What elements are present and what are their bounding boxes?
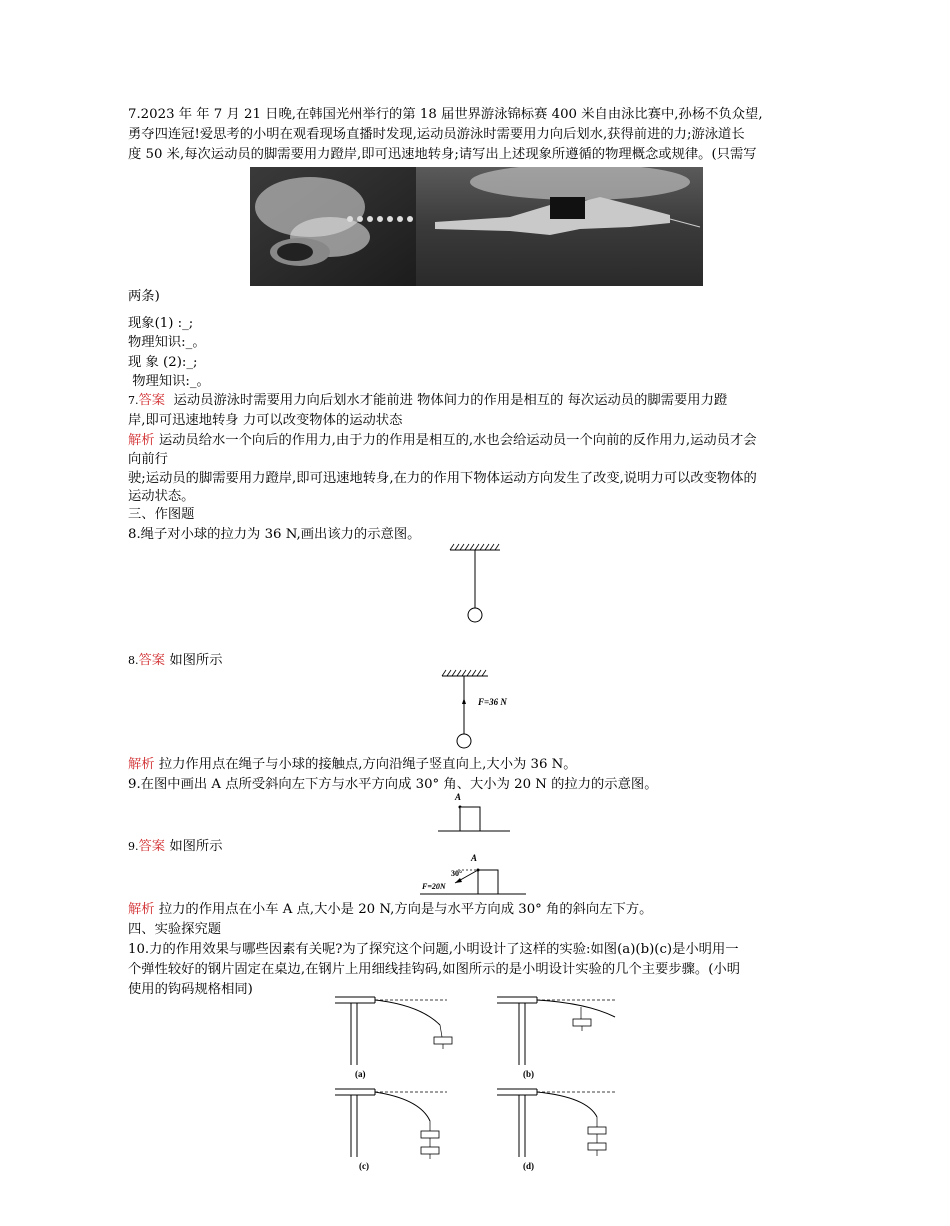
q7-blank3: 现 象 (2):_; bbox=[128, 355, 198, 370]
q7-text-line2: 勇夺四连冠!爱思考的小明在观看现场直播时发现,运动员游泳时需要用力向后划水,获得前进的力;游泳道长 bbox=[128, 127, 745, 142]
q9-question-text: 9.在图中画出 A 点所受斜向左下方与水平方向成 30° 角、大小为 20 N 的拉力的示意图。 bbox=[128, 777, 658, 792]
q8-question-text: 8.绳子对小球的拉力为 36 N,画出该力的示意图。 bbox=[128, 527, 421, 542]
q7-answer-text2: 岸,即可迅速地转身 力可以改变物体的运动状态 bbox=[128, 413, 403, 428]
q8-question bbox=[128, 525, 420, 544]
q8-answer-label: 答案 bbox=[138, 653, 166, 668]
q9-answer-diagram bbox=[420, 852, 530, 902]
q8-answer-number: 8. bbox=[128, 654, 139, 667]
swimming-photo bbox=[250, 167, 703, 286]
q10-text-line2: 个弹性较好的钢片固定在桌边,在钢片上用细线挂钩码,如图所示的是小明设计实验的几个主要步骤。(小明 bbox=[128, 962, 740, 977]
q8-answer bbox=[128, 651, 223, 670]
q9-answer-number: 9. bbox=[128, 840, 139, 853]
caption-a: (a) bbox=[355, 1069, 366, 1079]
q8-force-label: F=36 N bbox=[478, 697, 507, 707]
q9-answer-label: 答案 bbox=[138, 839, 166, 854]
q8-explanation-label: 解析 bbox=[128, 757, 155, 772]
q7-answer-label: 答案 bbox=[138, 393, 166, 408]
q7-explanation-label: 解析 bbox=[128, 433, 155, 448]
caption-d: (d) bbox=[523, 1161, 534, 1171]
q9-answer bbox=[128, 837, 223, 856]
q10-text-line1: 10.力的作用效果与哪些因素有关呢?为了探究这个问题,小明设计了这样的实验:如图(a)(b)(c)是小明用一 bbox=[128, 942, 739, 957]
q8-question-diagram bbox=[448, 544, 508, 624]
q7-blank1: 现象(1) :_; bbox=[128, 316, 194, 331]
q7-answer-number: 7. bbox=[128, 394, 139, 407]
q7-explanation-text3: 驶;运动员的脚需要用力蹬岸,即可迅速地转身,在力的作用下物体运动方向发生了改变,说明力可以改变物体的 bbox=[128, 471, 757, 486]
q8-explanation bbox=[128, 755, 577, 774]
q9-angle-label: 30° bbox=[451, 869, 463, 878]
q7-text-line4: 两条) bbox=[128, 289, 160, 304]
q9-explanation-text: 拉力的作用点在小车 A 点,大小是 20 N,方向是与水平方向成 30° 角的斜向左下方。 bbox=[154, 902, 653, 917]
q7-answer-text1: 运动员游泳时需要用力向后划水才能前进 物体间力的作用是相互的 每次运动员的脚需要用力蹬 bbox=[165, 393, 728, 408]
q7-explanation-text1: 运动员给水一个向后的作用力,由于力的作用是相互的,水也会给运动员一个向前的反作用力,运动员才会 bbox=[154, 433, 757, 448]
q9-explanation bbox=[128, 900, 652, 919]
section-4-heading: 四、实验探究题 bbox=[128, 922, 222, 937]
q7-text-line1: 7.2023 年 年 7 月 21 日晚,在韩国光州举行的第 18 届世界游泳锦标赛 400 米自由泳比赛中,孙杨不负众望, bbox=[128, 107, 763, 122]
experiment-diagram-a bbox=[335, 995, 465, 1095]
section-3-heading: 三、作图题 bbox=[128, 507, 195, 522]
q9-answer-point-label: A bbox=[471, 853, 478, 863]
q7-answer-line1 bbox=[128, 391, 727, 410]
q7-explanation-text4: 运动状态。 bbox=[128, 489, 195, 504]
q7-blank2: 物理知识:_。 bbox=[128, 335, 206, 350]
q9-question bbox=[128, 775, 658, 794]
caption-b: (b) bbox=[523, 1069, 534, 1079]
q8-explanation-text: 拉力作用点在绳子与小球的接触点,方向沿绳子竖直向上,大小为 36 N。 bbox=[154, 757, 577, 772]
q7-text-line3: 度 50 米,每次运动员的脚需要用力蹬岸,即可迅速地转身;请写出上述现象所遵循的物理概念或规律。(只需写 bbox=[128, 147, 757, 162]
experiment-diagram-d bbox=[497, 1087, 627, 1177]
q7-explanation-line1 bbox=[128, 431, 757, 450]
q7-explanation-text2: 向前行 bbox=[128, 452, 168, 467]
q10-text-line3: 使用的钩码规格相同) bbox=[128, 982, 253, 997]
q9-answer-text: 如图所示 bbox=[165, 839, 223, 854]
q7-blank4: 物理知识:_。 bbox=[128, 374, 210, 389]
caption-c: (c) bbox=[359, 1161, 369, 1171]
q9-point-label: A bbox=[455, 792, 462, 802]
q9-question-diagram bbox=[438, 792, 518, 842]
experiment-diagram-b bbox=[497, 995, 627, 1095]
q8-answer-diagram bbox=[440, 670, 540, 750]
q8-answer-text: 如图所示 bbox=[165, 653, 223, 668]
q9-force-label: F=20N bbox=[422, 882, 446, 891]
experiment-diagram-c bbox=[335, 1087, 465, 1177]
q9-explanation-label: 解析 bbox=[128, 902, 155, 917]
